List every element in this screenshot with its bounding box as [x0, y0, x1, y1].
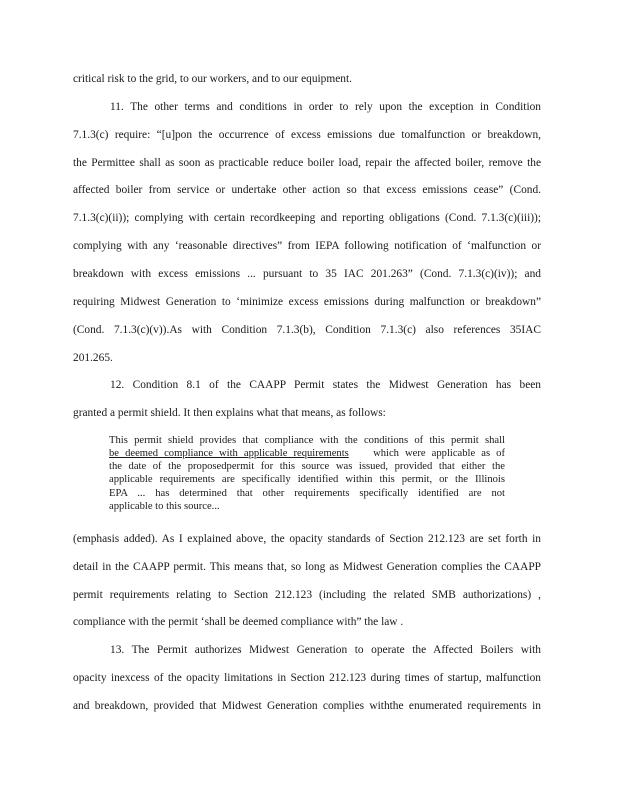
quote-line: This permit shield provides that compliance with the conditions of this permit shall [109, 435, 505, 446]
text-line: requiring Midwest Generation to ‘minimize excess emissions during malfunction or breakdown” [73, 296, 541, 308]
quote-line: applicable requirements are specifically identified within this permit, or the Illinois [109, 474, 505, 485]
text-line: opacity inexcess of the opacity limitations in Section 212.123 during times of startup, malfunction [73, 672, 541, 684]
emphasis-underline: be deemed compliance with applicable requirements [109, 448, 349, 459]
text-line: breakdown with excess emissions ... pursuant to 35 IAC 201.263” (Cond. 7.1.3(c)(iv)); and [73, 268, 541, 280]
text-line: affected boiler from service or undertake other action so that excess emissions cease” (Cond. [73, 184, 541, 196]
text-line: (Cond. 7.1.3(c)(v)).As with Condition 7.1.3(b), Condition 7.1.3(c) also references 35IAC [73, 324, 541, 336]
quote-line: the date of the proposedpermit for this source was issued, provided that either the [109, 461, 505, 472]
paragraph-13-start: 13. The Permit authorizes Midwest Generation to operate the Affected Boilers with [110, 644, 541, 656]
text-line: 201.265. [73, 352, 113, 364]
text-line: detail in the CAAPP permit. This means that, so long as Midwest Generation complies the CAAPP [73, 561, 541, 573]
text-line: (emphasis added). As I explained above, the opacity standards of Section 212.123 are set forth in [73, 533, 541, 545]
text-line: complying with any ‘reasonable directives” from IEPA following notification of ‘malfunction or [73, 240, 541, 252]
text-line: granted a permit shield. It then explains what that means, as follows: [73, 407, 386, 419]
quote-line: EPA ... has determined that other requirements specifically identified are not [109, 488, 505, 499]
text-line: critical risk to the grid, to our workers, and to our equipment. [73, 73, 353, 85]
quote-line [109, 448, 505, 460]
text-line: 7.1.3(c) require: “[u]pon the occurrence of excess emissions due tomalfunction or breakdown, [73, 129, 541, 141]
quote-line-rest: which were applicable as of [373, 448, 505, 459]
quote-line: applicable to this source... [109, 501, 220, 512]
text-line: the Permittee shall as soon as practicable reduce boiler load, repair the affected boiler, remove the [73, 157, 541, 169]
paragraph-11-start: 11. The other terms and conditions in order to rely upon the exception in Condition [110, 101, 541, 113]
text-line: permit requirements relating to Section 212.123 (including the related SMB authorizations) , [73, 589, 541, 601]
paragraph-12-start: 12. Condition 8.1 of the CAAPP Permit states the Midwest Generation has been [110, 379, 541, 391]
text-line: and breakdown, provided that Midwest Generation complies withthe enumerated requirements in [73, 700, 541, 712]
text-line: compliance with the permit ‘shall be deemed compliance with” the law . [73, 616, 404, 628]
text-line: 7.1.3(c)(ii)); complying with certain recordkeeping and reporting obligations (Cond. 7.1.3(c)(iii)); [73, 212, 541, 224]
